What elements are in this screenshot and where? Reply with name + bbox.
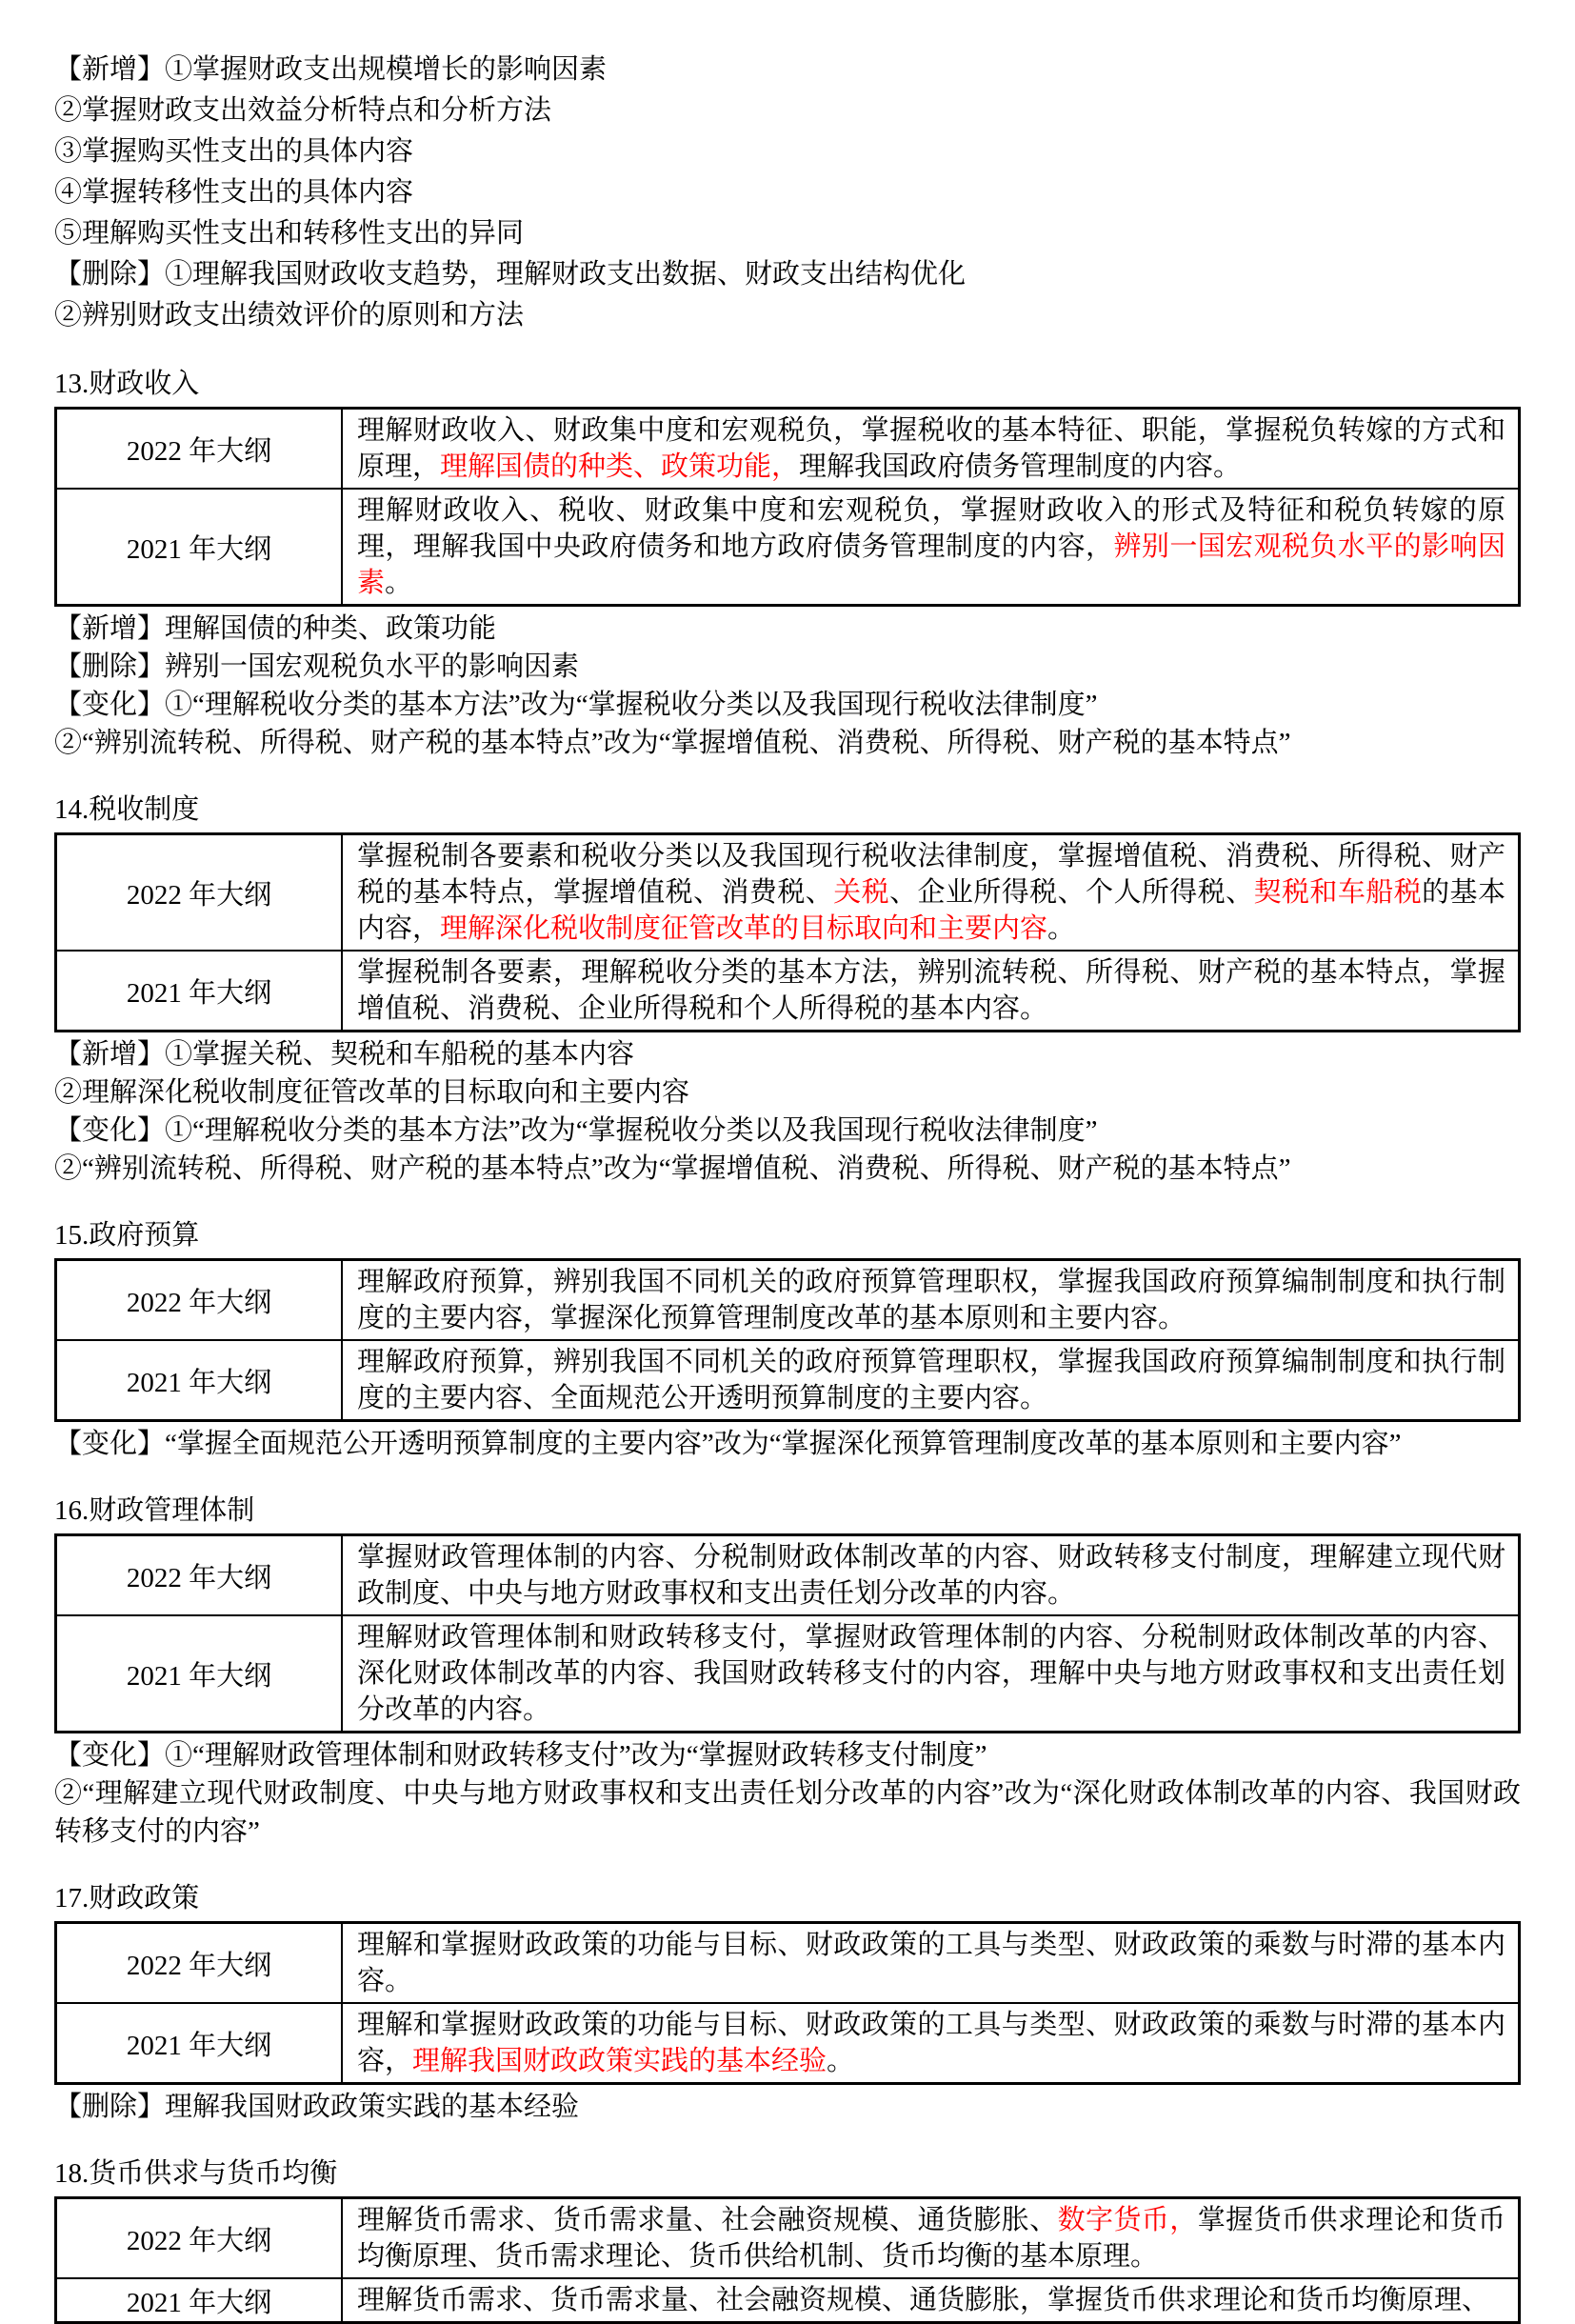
section-title: 15.政府预算 (54, 1220, 200, 1251)
syllabus-section (54, 791, 1521, 1188)
text-run: 掌握税制各要素，理解税收分类的基本方法，辨别流转税、所得税、财产税的基本特点，掌握增值税、消费税、企业所得税和个人所得税的基本内容。 (357, 957, 1505, 1024)
outline-content-cell (342, 1340, 1520, 1421)
year-label-cell: 2022 年大纲 (56, 409, 343, 490)
year-label-cell: 2022 年大纲 (56, 1535, 343, 1616)
comparison-table-body (56, 834, 1520, 1032)
intro-line: 【新增】①掌握财政支出规模增长的影响因素 (54, 54, 608, 85)
comparison-table-body (56, 1535, 1520, 1733)
comparison-table (54, 407, 1521, 607)
change-note-line: ②“辨别流转税、所得税、财产税的基本特点”改为“掌握增值税、消费税、所得税、财产税的基本特点” (54, 1153, 1291, 1184)
table-row (56, 489, 1520, 606)
intro-line: 【删除】①理解我国财政收支趋势，理解财政支出数据、财政支出结构优化 (54, 259, 967, 290)
text-run: 掌握货币供求理论和货币均衡原理、货币需求理论、货币供给机制、货币均衡的基本原理。 (357, 2205, 1505, 2272)
change-note-line: 【删除】辨别一国宏观税负水平的影响因素 (54, 651, 580, 682)
changed-text-red: 契税和车船税 (1253, 877, 1423, 908)
change-note-line: 【删除】理解我国财政政策实践的基本经验 (54, 2092, 580, 2122)
table-row (56, 2278, 1520, 2323)
text-run: 。 (1047, 913, 1076, 944)
changed-text-red: 理解深化税收制度征管改革的目标取向和主要内容 (440, 913, 1048, 944)
text-run: 理解货币需求、货币需求量、社会融资规模、通货膨胀，掌握货币供求理论和货币均衡原理、 (357, 2285, 1490, 2315)
comparison-table-body (56, 2198, 1520, 2323)
year-label-cell: 2022 年大纲 (56, 1260, 343, 1341)
section-title: 17.财政政策 (54, 1883, 200, 1913)
year-label-cell: 2022 年大纲 (56, 834, 343, 952)
text-run: 的基本内容， (357, 877, 1505, 944)
year-label-cell: 2022 年大纲 (56, 1923, 343, 2004)
intro-line: ④掌握转移性支出的具体内容 (54, 177, 414, 208)
comparison-table (54, 2196, 1521, 2324)
syllabus-section (54, 2154, 1521, 2324)
change-note-line: 【新增】①掌握关税、契税和车船税的基本内容 (54, 1039, 635, 1070)
change-note-line: ②“辨别流转税、所得税、财产税的基本特点”改为“掌握增值税、消费税、所得税、财产税的基本特点” (54, 728, 1291, 758)
table-row (56, 2003, 1520, 2084)
text-run: 理解财政收入、税收、财政集中度和宏观税负，掌握财政收入的形式及特征和税负转嫁的原理，理解我国中央政府债务和地方政府债务管理制度的内容， (357, 495, 1505, 562)
syllabus-section (54, 1879, 1521, 2126)
comparison-table-body (56, 1923, 1520, 2084)
outline-content-cell (342, 951, 1520, 1032)
table-row (56, 1340, 1520, 1421)
section-title: 13.财政收入 (54, 369, 200, 399)
text-run: 理解和掌握财政政策的功能与目标、财政政策的工具与类型、财政政策的乘数与时滞的基本内容， (357, 2010, 1505, 2076)
syllabus-section (54, 365, 1521, 762)
outline-content-cell (342, 2003, 1520, 2084)
year-label-cell: 2021 年大纲 (56, 2003, 343, 2084)
outline-content-cell (342, 1535, 1520, 1616)
text-run: 理解财政收入、财政集中度和宏观税负，掌握税收的基本特征、职能，掌握税负转嫁的方式和原理， (357, 415, 1505, 482)
comparison-table (54, 1921, 1521, 2085)
section-title: 16.财政管理体制 (54, 1495, 255, 1526)
section-title: 14.税收制度 (54, 794, 200, 825)
change-note-line: 【变化】①“理解税收分类的基本方法”改为“掌握税收分类以及我国现行税收法律制度” (54, 690, 1098, 720)
change-note-line: 【新增】理解国债的种类、政策功能 (54, 613, 497, 644)
section-title: 18.货币供求与货币均衡 (54, 2158, 338, 2189)
changed-text-red: 理解国债的种类、政策功能， (440, 451, 800, 482)
intro-line: ②辨别财政支出绩效评价的原则和方法 (54, 300, 525, 331)
intro-line: ⑤理解购买性支出和转移性支出的异同 (54, 218, 525, 249)
table-row (56, 2198, 1520, 2279)
change-note-line: ②“理解建立现代财政制度、中央与地方财政事权和支出责任划分改革的内容”改为“深化财政体制改革的内容、我国财政转移支付的内容” (54, 1778, 1521, 1847)
outline-content-cell (342, 2198, 1520, 2279)
syllabus-section (54, 1216, 1521, 1463)
year-label-cell: 2022 年大纲 (56, 2198, 343, 2279)
changed-text-red: 关税 (833, 877, 890, 908)
year-label-cell: 2021 年大纲 (56, 1340, 343, 1421)
syllabus-section (54, 1492, 1521, 1851)
text-run: 。 (385, 568, 413, 598)
text-run: 、企业所得税、个人所得税、 (889, 877, 1254, 908)
year-label-cell: 2021 年大纲 (56, 951, 343, 1032)
text-run: 理解和掌握财政政策的功能与目标、财政政策的工具与类型、财政政策的乘数与时滞的基本内容。 (357, 1930, 1505, 1996)
outline-content-cell (342, 1923, 1520, 2004)
table-row (56, 1923, 1520, 2004)
intro-line: ②掌握财政支出效益分析特点和分析方法 (54, 95, 552, 126)
year-label-cell: 2021 年大纲 (56, 1615, 343, 1733)
table-row (56, 1260, 1520, 1341)
comparison-table (54, 1258, 1521, 1422)
text-run: 理解政府预算，辨别我国不同机关的政府预算管理职权，掌握我国政府预算编制制度和执行制度的主要内容、全面规范公开透明预算制度的主要内容。 (357, 1347, 1505, 1413)
text-run: 理解我国政府债务管理制度的内容。 (799, 451, 1242, 482)
text-run: 理解货币需求、货币需求量、社会融资规模、通货膨胀、 (357, 2205, 1058, 2235)
change-note-line: 【变化】“掌握全面规范公开透明预算制度的主要内容”改为“掌握深化预算管理制度改革的基本原则和主要内容” (54, 1429, 1402, 1459)
table-row (56, 1615, 1520, 1733)
comparison-table-body (56, 1260, 1520, 1421)
text-run: 理解财政管理体制和财政转移支付，掌握财政管理体制的内容、分税制财政体制改革的内容、深化财政体制改革的内容、我国财政转移支付的内容，理解中央与地方财政事权和支出责任划分改革的内容。 (357, 1622, 1505, 1725)
table-row (56, 1535, 1520, 1616)
year-label-cell: 2021 年大纲 (56, 489, 343, 606)
table-row (56, 409, 1520, 490)
comparison-table-body (56, 409, 1520, 606)
changed-text-red: 数字货币， (1057, 2205, 1198, 2235)
changed-text-red: 理解我国财政政策实践的基本经验 (412, 2046, 827, 2076)
year-label-cell: 2021 年大纲 (56, 2278, 343, 2323)
outline-content-cell (342, 1260, 1520, 1341)
text-run: 掌握税制各要素和税收分类以及我国现行税收法律制度，掌握增值税、消费税、所得税、财产税的基本特点，掌握增值税、消费税、 (357, 841, 1505, 908)
text-run: 理解政府预算，辨别我国不同机关的政府预算管理职权，掌握我国政府预算编制制度和执行制度的主要内容，掌握深化预算管理制度改革的基本原则和主要内容。 (357, 1267, 1505, 1333)
comparison-table (54, 1533, 1521, 1733)
changed-text-red: 辨别一国宏观税负水平的影响因素 (357, 531, 1505, 598)
outline-content-cell (342, 409, 1520, 490)
intro-line: ③掌握购买性支出的具体内容 (54, 136, 414, 167)
change-note-line: 【变化】①“理解财政管理体制和财政转移支付”改为“掌握财政转移支付制度” (54, 1740, 987, 1771)
outline-content-cell (342, 1615, 1520, 1733)
change-note-line: ②理解深化税收制度征管改革的目标取向和主要内容 (54, 1077, 690, 1108)
comparison-table (54, 832, 1521, 1032)
table-row (56, 834, 1520, 952)
text-run: 。 (827, 2046, 855, 2076)
change-note-line: 【变化】①“理解税收分类的基本方法”改为“掌握税收分类以及我国现行税收法律制度” (54, 1115, 1098, 1146)
table-row (56, 951, 1520, 1032)
outline-content-cell (342, 834, 1520, 952)
outline-content-cell (342, 489, 1520, 606)
outline-content-cell (342, 2278, 1520, 2323)
text-run: 掌握财政管理体制的内容、分税制财政体制改革的内容、财政转移支付制度，理解建立现代财政制度、中央与地方财政事权和支出责任划分改革的内容。 (357, 1542, 1505, 1609)
